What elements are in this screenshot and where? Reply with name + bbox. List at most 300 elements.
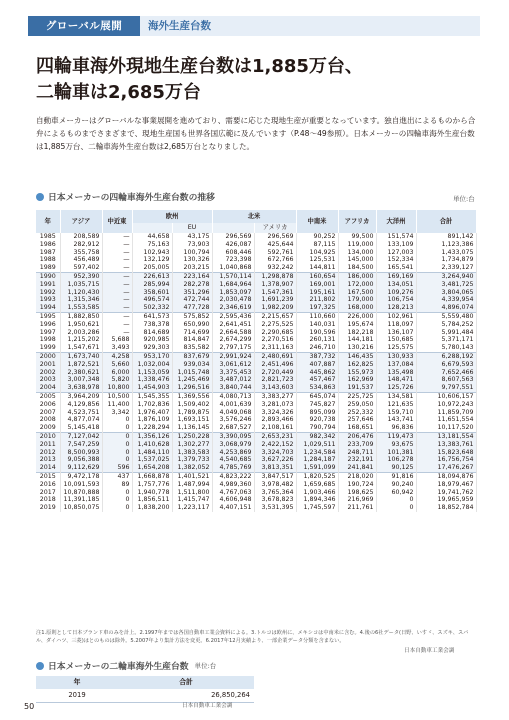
page-number: 50 [24, 702, 35, 711]
table-cell: 10,850,075 [60, 504, 102, 512]
table-cell: 502,332 [132, 304, 172, 312]
table-cell: — [102, 289, 132, 297]
table-cell: 1,250,228 [172, 432, 212, 440]
table-cell: 0 [102, 432, 132, 440]
table-cell: 60,942 [376, 489, 416, 497]
table-cell: 477,728 [172, 304, 212, 312]
cell-year: 2005 [36, 392, 60, 400]
table-cell: 102,961 [376, 312, 416, 320]
table-cell: 106,754 [376, 296, 416, 304]
table-cell: 2,290,685 [254, 329, 296, 337]
table-cell: 0 [102, 441, 132, 449]
table-cell: — [102, 296, 132, 304]
table-cell: 4,339,954 [416, 296, 476, 304]
table-row [36, 441, 476, 449]
col-mideast: 中近東 [102, 210, 132, 233]
cell-year: 2019 [36, 504, 60, 512]
table-cell: 445,862 [296, 369, 338, 377]
table-cell: 260,131 [296, 336, 338, 344]
table-cell: 130,326 [172, 256, 212, 264]
col-america: アメリカ [254, 223, 296, 233]
table-cell: 218,020 [338, 472, 376, 480]
col-asia: アジア [60, 210, 102, 233]
table-cell: 1,903,466 [296, 489, 338, 497]
table-cell: 1,415,747 [172, 496, 212, 504]
cell-year: 2013 [36, 456, 60, 464]
table-cell: 6,288,192 [416, 352, 476, 360]
table-cell: 1,882,850 [60, 312, 102, 320]
table-cell: 16,756,754 [416, 456, 476, 464]
table-cell: 146,435 [338, 352, 376, 360]
table-cell: 387,732 [296, 352, 338, 360]
table-cell: 73,903 [172, 241, 212, 249]
table-cell: 1,856,511 [132, 496, 172, 504]
col-total: 合計 [118, 676, 254, 689]
table-cell: 1,976,407 [132, 409, 172, 417]
table-cell: — [102, 312, 132, 320]
table-cell: 148,471 [376, 376, 416, 384]
table-cell: 1,382,052 [172, 464, 212, 472]
table-cell: 650,990 [172, 321, 212, 329]
table-cell: 2,270,516 [254, 336, 296, 344]
table-cell: 4,989,360 [212, 481, 254, 489]
table-cell: 1,511,800 [172, 489, 212, 497]
table-cell: 982,342 [296, 432, 338, 440]
table-cell: 93,675 [376, 441, 416, 449]
table-cell: 9,472,178 [60, 472, 102, 480]
table-cell: 159,710 [376, 409, 416, 417]
table-cell: 296,569 [254, 233, 296, 241]
table-header-row [36, 210, 476, 223]
table-cell: 723,398 [212, 256, 254, 264]
table-cell: 4,785,769 [212, 464, 254, 472]
table-cell: 4,823,222 [212, 472, 254, 480]
table-cell: 233,709 [338, 441, 376, 449]
cell-year: 1988 [36, 256, 60, 264]
col-oceania: 大洋州 [376, 210, 416, 233]
header-bar [28, 16, 480, 36]
table-cell: 4,606,948 [212, 496, 254, 504]
table-cell: 211,761 [338, 504, 376, 512]
cell-year: 2019 [36, 689, 118, 703]
table-cell: 5,371,171 [416, 336, 476, 344]
cell-total: 26,850,264 [118, 689, 254, 703]
table-cell: 8,500,993 [60, 449, 102, 457]
table-cell: 11,651,554 [416, 416, 476, 424]
table-cell: 0 [102, 424, 132, 432]
table-cell: 137,084 [376, 361, 416, 369]
table-row [36, 256, 476, 264]
table-cell: 920,985 [132, 336, 172, 344]
bullet-dot-icon [36, 662, 44, 670]
table-cell: 437 [102, 472, 132, 480]
table-cell: 1,153,059 [132, 369, 172, 377]
col-total: 合計 [416, 210, 476, 233]
table-cell: 1,223,117 [172, 504, 212, 512]
table-cell: 0 [102, 489, 132, 497]
table-cell: 2,346,619 [212, 304, 254, 312]
table-row [36, 272, 476, 280]
table-cell: 456,489 [60, 256, 102, 264]
table-cell: 203,215 [172, 264, 212, 272]
table-cell: 3,804,065 [416, 289, 476, 297]
table-cell: 1,894,346 [296, 496, 338, 504]
table-cell: 0 [102, 449, 132, 457]
table-cell: 1,383,583 [172, 449, 212, 457]
table-cell: 133,109 [376, 241, 416, 249]
table-cell: 1,820,525 [296, 472, 338, 480]
table-cell: 0 [102, 504, 132, 512]
table-cell: 1,940,778 [132, 489, 172, 497]
cell-year: 1992 [36, 289, 60, 297]
table-cell: 2,797,175 [212, 344, 254, 352]
table-row [36, 376, 476, 384]
table-cell: 190,596 [296, 329, 338, 337]
table-row [36, 264, 476, 272]
four-wheel-table-body [36, 233, 476, 512]
cell-year: 1995 [36, 312, 60, 320]
table-cell: 90,240 [376, 481, 416, 489]
table-cell: 2,380,621 [60, 369, 102, 377]
table-cell: 4,253,869 [212, 449, 254, 457]
table-row [36, 304, 476, 312]
table-cell: 10,117,520 [416, 424, 476, 432]
table-cell: 1,136,145 [172, 424, 212, 432]
table-cell: 714,699 [172, 329, 212, 337]
table-row [36, 489, 476, 497]
table-cell: 1,553,585 [60, 304, 102, 312]
table-cell: 10,091,593 [60, 481, 102, 489]
table-row [36, 432, 476, 440]
table-cell: 597,402 [60, 264, 102, 272]
table-cell: — [102, 329, 132, 337]
table-cell: 18,852,784 [416, 504, 476, 512]
table-cell: 134,581 [376, 392, 416, 400]
table-cell: 1,284,187 [296, 456, 338, 464]
table-cell: 1,035,715 [60, 281, 102, 289]
table-cell: 1,410,628 [132, 441, 172, 449]
cell-year: 2012 [36, 449, 60, 457]
table-cell: 355,758 [60, 249, 102, 257]
bullet-dot-icon [36, 193, 44, 201]
table-cell: 11,400 [102, 401, 132, 409]
cell-year: 2006 [36, 401, 60, 409]
table-cell: — [102, 233, 132, 241]
table-cell: 2,480,691 [254, 352, 296, 360]
table-cell: 10,606,157 [416, 392, 476, 400]
cell-year: 2000 [36, 352, 60, 360]
table-cell: 195,674 [338, 321, 376, 329]
table-cell: 167,500 [338, 289, 376, 297]
table-cell: 932,242 [254, 264, 296, 272]
two-wheel-source: 日本自動車工業会調 [182, 703, 233, 709]
cell-year: 2001 [36, 361, 60, 369]
table-row [36, 361, 476, 369]
table-cell: 134,051 [376, 281, 416, 289]
table-cell: 43,175 [172, 233, 212, 241]
table-cell: 2,311,163 [254, 344, 296, 352]
table-cell: 645,074 [296, 392, 338, 400]
cell-year: 1998 [36, 336, 60, 344]
table-cell: 4,767,063 [212, 489, 254, 497]
table-cell: 119,473 [376, 432, 416, 440]
table-cell: 168,000 [338, 304, 376, 312]
table-cell: 3,493 [102, 344, 132, 352]
table-cell: 190,724 [338, 481, 376, 489]
table-cell: 19,965,959 [416, 496, 476, 504]
table-cell: 407,887 [296, 361, 338, 369]
table-cell: 0 [102, 456, 132, 464]
cell-year: 1991 [36, 281, 60, 289]
table-cell: 4,080,713 [212, 392, 254, 400]
table-cell: 351,296 [172, 289, 212, 297]
table-cell: 1,668,878 [132, 472, 172, 480]
table-cell: 205,005 [132, 264, 172, 272]
cell-year: 2010 [36, 432, 60, 440]
table-cell: 1,982,209 [254, 304, 296, 312]
table-cell: 3,576,246 [212, 416, 254, 424]
table-cell: 3,840,744 [212, 384, 254, 392]
table-cell: 4,877,074 [60, 416, 102, 424]
cell-year: 1989 [36, 264, 60, 272]
table-cell: 144,181 [338, 336, 376, 344]
table-cell: 10,800 [102, 384, 132, 392]
table-cell: 1,570,114 [212, 272, 254, 280]
table-cell: 130,216 [338, 344, 376, 352]
category-label: グローバル展開 [28, 16, 140, 36]
table-cell: 3,007,348 [60, 376, 102, 384]
cell-year: 2002 [36, 369, 60, 377]
table-row [36, 424, 476, 432]
table-cell: — [102, 241, 132, 249]
cell-year: 2014 [36, 464, 60, 472]
table-cell: 1,120,430 [60, 289, 102, 297]
table-cell: 891,142 [416, 233, 476, 241]
table-header-row [36, 676, 254, 689]
table-cell: 96,836 [376, 424, 416, 432]
table-cell: 226,613 [132, 272, 172, 280]
table-row [36, 464, 476, 472]
two-wheel-table [36, 676, 254, 703]
table-cell: 3,324,703 [254, 449, 296, 457]
table-cell: 143,741 [376, 416, 416, 424]
table-cell: 814,689 [132, 329, 172, 337]
table-cell: 259,050 [338, 401, 376, 409]
table-cell: 134,000 [338, 249, 376, 257]
table-cell: 282,912 [60, 241, 102, 249]
table-cell: 1,547,361 [254, 289, 296, 297]
table-cell: 3,324,326 [254, 409, 296, 417]
table-cell: 3,964,209 [60, 392, 102, 400]
table-cell: 169,001 [296, 281, 338, 289]
cell-year: 2004 [36, 384, 60, 392]
table-cell: 101,381 [376, 449, 416, 457]
table-cell: 1,032,004 [132, 361, 172, 369]
two-wheel-unit: 単位:台 [194, 662, 217, 670]
table-cell: 18,094,876 [416, 472, 476, 480]
table-cell: 75,163 [132, 241, 172, 249]
table-cell: 125,531 [296, 256, 338, 264]
table-cell: 198,625 [338, 489, 376, 497]
cell-year: 2007 [36, 409, 60, 417]
table-cell: 1,015,748 [172, 369, 212, 377]
table-cell: 3,390,095 [212, 432, 254, 440]
table-cell: 1,454,903 [132, 384, 172, 392]
table-cell: 1,040,868 [212, 264, 254, 272]
table-cell: 425,644 [254, 241, 296, 249]
table-row [36, 336, 476, 344]
cell-year: 1985 [36, 233, 60, 241]
table-cell: 10,500 [102, 392, 132, 400]
table-cell: 206,476 [338, 432, 376, 440]
table-row [36, 409, 476, 417]
table-cell: 7,652,466 [416, 369, 476, 377]
table-cell: 835,582 [172, 344, 212, 352]
four-wheel-source: 日本自動車工業会調 [404, 648, 455, 654]
table-cell: 5,991,484 [416, 329, 476, 337]
table-cell: 3,061,612 [212, 361, 254, 369]
table-cell: 121,635 [376, 401, 416, 409]
table-cell: 4,129,856 [60, 401, 102, 409]
table-cell: 534,863 [296, 384, 338, 392]
table-cell: 3,068,979 [212, 441, 254, 449]
table-cell: 426,087 [212, 241, 254, 249]
table-cell: 2,339,127 [416, 264, 476, 272]
table-cell: 3,627,226 [254, 456, 296, 464]
table-cell: 2,687,527 [212, 424, 254, 432]
table-cell: 127,003 [376, 249, 416, 257]
table-cell: 7,127,042 [60, 432, 102, 440]
table-row [36, 449, 476, 457]
table-cell: 952,390 [60, 272, 102, 280]
table-cell: 145,000 [338, 256, 376, 264]
table-cell: 8,607,563 [416, 376, 476, 384]
table-cell: 1,487,994 [172, 481, 212, 489]
table-cell: 90,125 [376, 464, 416, 472]
table-cell: 241,841 [338, 464, 376, 472]
table-row [36, 241, 476, 249]
table-cell: 2,653,231 [254, 432, 296, 440]
table-cell: 1,757,776 [132, 481, 172, 489]
cell-year: 2016 [36, 481, 60, 489]
table-row [36, 281, 476, 289]
table-cell: 814,847 [172, 336, 212, 344]
table-cell: 44,658 [132, 233, 172, 241]
table-cell: 1,745,597 [296, 504, 338, 512]
table-cell: 119,000 [338, 241, 376, 249]
four-wheel-section-title [36, 190, 215, 203]
table-cell: 282,278 [172, 281, 212, 289]
cell-year: 1993 [36, 296, 60, 304]
table-cell: 118,097 [376, 321, 416, 329]
table-cell: 160,654 [296, 272, 338, 280]
table-cell: 125,575 [376, 344, 416, 352]
table-cell: 186,000 [338, 272, 376, 280]
table-row [36, 504, 476, 512]
table-cell: 2,595,436 [212, 312, 254, 320]
table-cell: 152,334 [376, 256, 416, 264]
table-cell: 4,258 [102, 352, 132, 360]
cell-year: 2018 [36, 496, 60, 504]
table-row [36, 481, 476, 489]
section-subtitle: 海外生産台数 [148, 20, 211, 32]
table-cell: 130,933 [376, 352, 416, 360]
table-cell: 3,281,073 [254, 401, 296, 409]
table-cell: — [102, 264, 132, 272]
col-year: 年 [36, 676, 118, 689]
table-cell: 223,164 [172, 272, 212, 280]
table-cell: 1,537,025 [132, 456, 172, 464]
table-cell: 1,379,733 [172, 456, 212, 464]
table-cell: 1,509,402 [172, 401, 212, 409]
table-cell: 90,252 [296, 233, 338, 241]
table-cell: 13,181,554 [416, 432, 476, 440]
table-cell: 9,112,629 [60, 464, 102, 472]
table-cell: 2,893,466 [254, 416, 296, 424]
table-cell: 3,847,517 [254, 472, 296, 480]
table-row [36, 401, 476, 409]
cell-year: 2015 [36, 472, 60, 480]
table-cell: 5,784,252 [416, 321, 476, 329]
table-cell: 162,825 [338, 361, 376, 369]
table-cell: 109,276 [376, 289, 416, 297]
table-row [36, 344, 476, 352]
table-row [36, 456, 476, 464]
col-namerica: 北米 [212, 210, 296, 223]
table-cell: 1,356,126 [132, 432, 172, 440]
intro-paragraph: 自動車メーカーはグローバルな事業展開を進めており、需要に応じた現地生産が重要となっています。独自進出によるものから合弁によるものまでさまざまで、現地生産国も世界各国広範に及んでいます（P.48〜49参照）。日本メーカーの四輪車海外生産台数は1,885万台、二輪車海外生産台数は2,685万台となりました。 [36, 116, 476, 151]
table-cell: 1,302,277 [172, 441, 212, 449]
table-cell: 172,000 [338, 281, 376, 289]
table-cell: 953,170 [132, 352, 172, 360]
table-cell: 790,794 [296, 424, 338, 432]
table-cell: 17,476,267 [416, 464, 476, 472]
title-line-2: 二輪車は2,685万台 [36, 82, 201, 103]
table-cell: 4,540,685 [212, 456, 254, 464]
table-cell: 5,145,418 [60, 424, 102, 432]
table-cell: 257,646 [338, 416, 376, 424]
table-cell: 3,531,395 [254, 504, 296, 512]
table-cell: 3,813,351 [254, 464, 296, 472]
table-cell: 1,215,202 [60, 336, 102, 344]
table-cell: 1,298,878 [254, 272, 296, 280]
cell-year: 1999 [36, 344, 60, 352]
table-cell: 184,500 [338, 264, 376, 272]
table-row [36, 496, 476, 504]
table-cell: 252,332 [338, 409, 376, 417]
table-row [36, 416, 476, 424]
table-cell: 4,896,074 [416, 304, 476, 312]
table-cell: 3,765,364 [254, 489, 296, 497]
table-cell: 920,738 [296, 416, 338, 424]
table-cell: 745,827 [296, 401, 338, 409]
table-cell: 1,693,151 [172, 416, 212, 424]
table-cell: 2,451,496 [254, 361, 296, 369]
table-cell: 11,391,185 [60, 496, 102, 504]
title-line-1: 四輪車海外現地生産台数は1,885万台、 [36, 56, 363, 77]
table-cell: 496,574 [132, 296, 172, 304]
table-cell: 939,034 [172, 361, 212, 369]
table-cell: 1,853,097 [212, 289, 254, 297]
table-cell: 641,573 [132, 312, 172, 320]
table-cell: 0 [102, 496, 132, 504]
col-eu: EU [172, 223, 212, 233]
table-cell: 2,030,478 [212, 296, 254, 304]
table-cell: 135,498 [376, 369, 416, 377]
table-cell: 15,823,648 [416, 449, 476, 457]
table-cell: 216,969 [338, 496, 376, 504]
table-cell: 5,688 [102, 336, 132, 344]
